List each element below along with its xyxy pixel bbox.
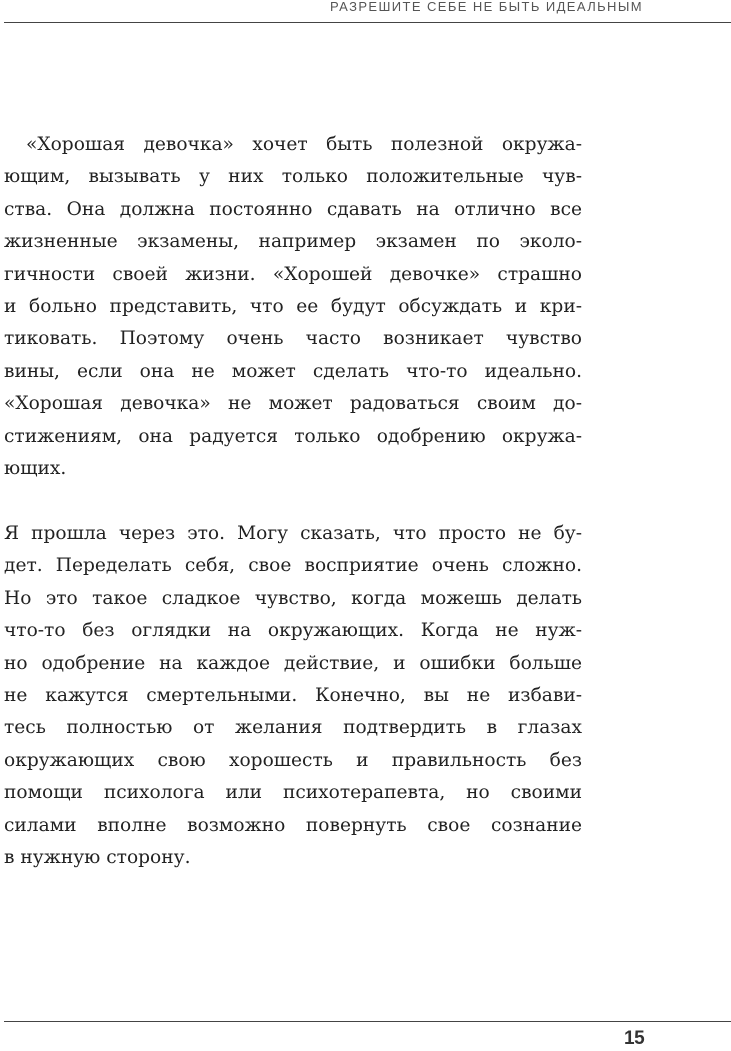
text-line: ства. Она должна постоянно сдавать на отлично все	[4, 198, 582, 220]
text-line: помощи психолога или психотерапевта, но своими	[4, 782, 582, 804]
text-line: Но это такое сладкое чувство, когда можешь делать	[4, 587, 582, 609]
text-line: «Хорошая девочка» не может радоваться своим до-	[4, 393, 582, 415]
text-line: окружающих свою хорошесть и правильность без	[4, 749, 582, 771]
text-line: жизненные экзамены, например экзамен по эколо-	[4, 231, 582, 253]
page-number: 15	[624, 1028, 645, 1049]
text-line: дет. Переделать себя, свое восприятие очень сложно.	[4, 555, 582, 577]
text-line: силами вполне возможно повернуть свое сознание	[4, 814, 582, 836]
text-line: Я прошла через это. Могу сказать, что просто не бу-	[4, 523, 582, 544]
text-line: что-то без оглядки на окружающих. Когда не нуж-	[4, 620, 582, 642]
text-line: стижениям, она радуется только одобрению окружа-	[4, 425, 582, 447]
text-line: и больно представить, что ее будут обсуждать и кри-	[4, 296, 582, 318]
text-line: ющих.	[4, 458, 67, 480]
paragraph-2	[4, 518, 582, 874]
text-line: тесь полностью от желания подтвердить в глазах	[4, 717, 582, 739]
running-header-title: РАЗРЕШИТЕ СЕБЕ НЕ БЫТЬ ИДЕАЛЬНЫМ	[329, 0, 643, 14]
header-rule	[4, 22, 731, 23]
text-line: тиковать. Поэтому очень часто возникает чувство	[4, 328, 582, 350]
text-line: в нужную сторону.	[4, 847, 191, 869]
text-line: вины, если она не может сделать что-то идеально.	[4, 360, 582, 382]
text-line: не кажутся смертельными. Конечно, вы не избави-	[4, 685, 582, 707]
text-line: но одобрение на каждое действие, и ошибки больше	[4, 652, 582, 674]
footer-rule	[4, 1021, 731, 1022]
text-line: ющим, вызывать у них только положительные чув-	[4, 166, 582, 188]
paragraph-1	[4, 129, 582, 485]
text-line: гичности своей жизни. «Хорошей девочке» страшно	[4, 263, 582, 285]
text-line: «Хорошая девочка» хочет быть полезной окружа-	[26, 134, 582, 155]
